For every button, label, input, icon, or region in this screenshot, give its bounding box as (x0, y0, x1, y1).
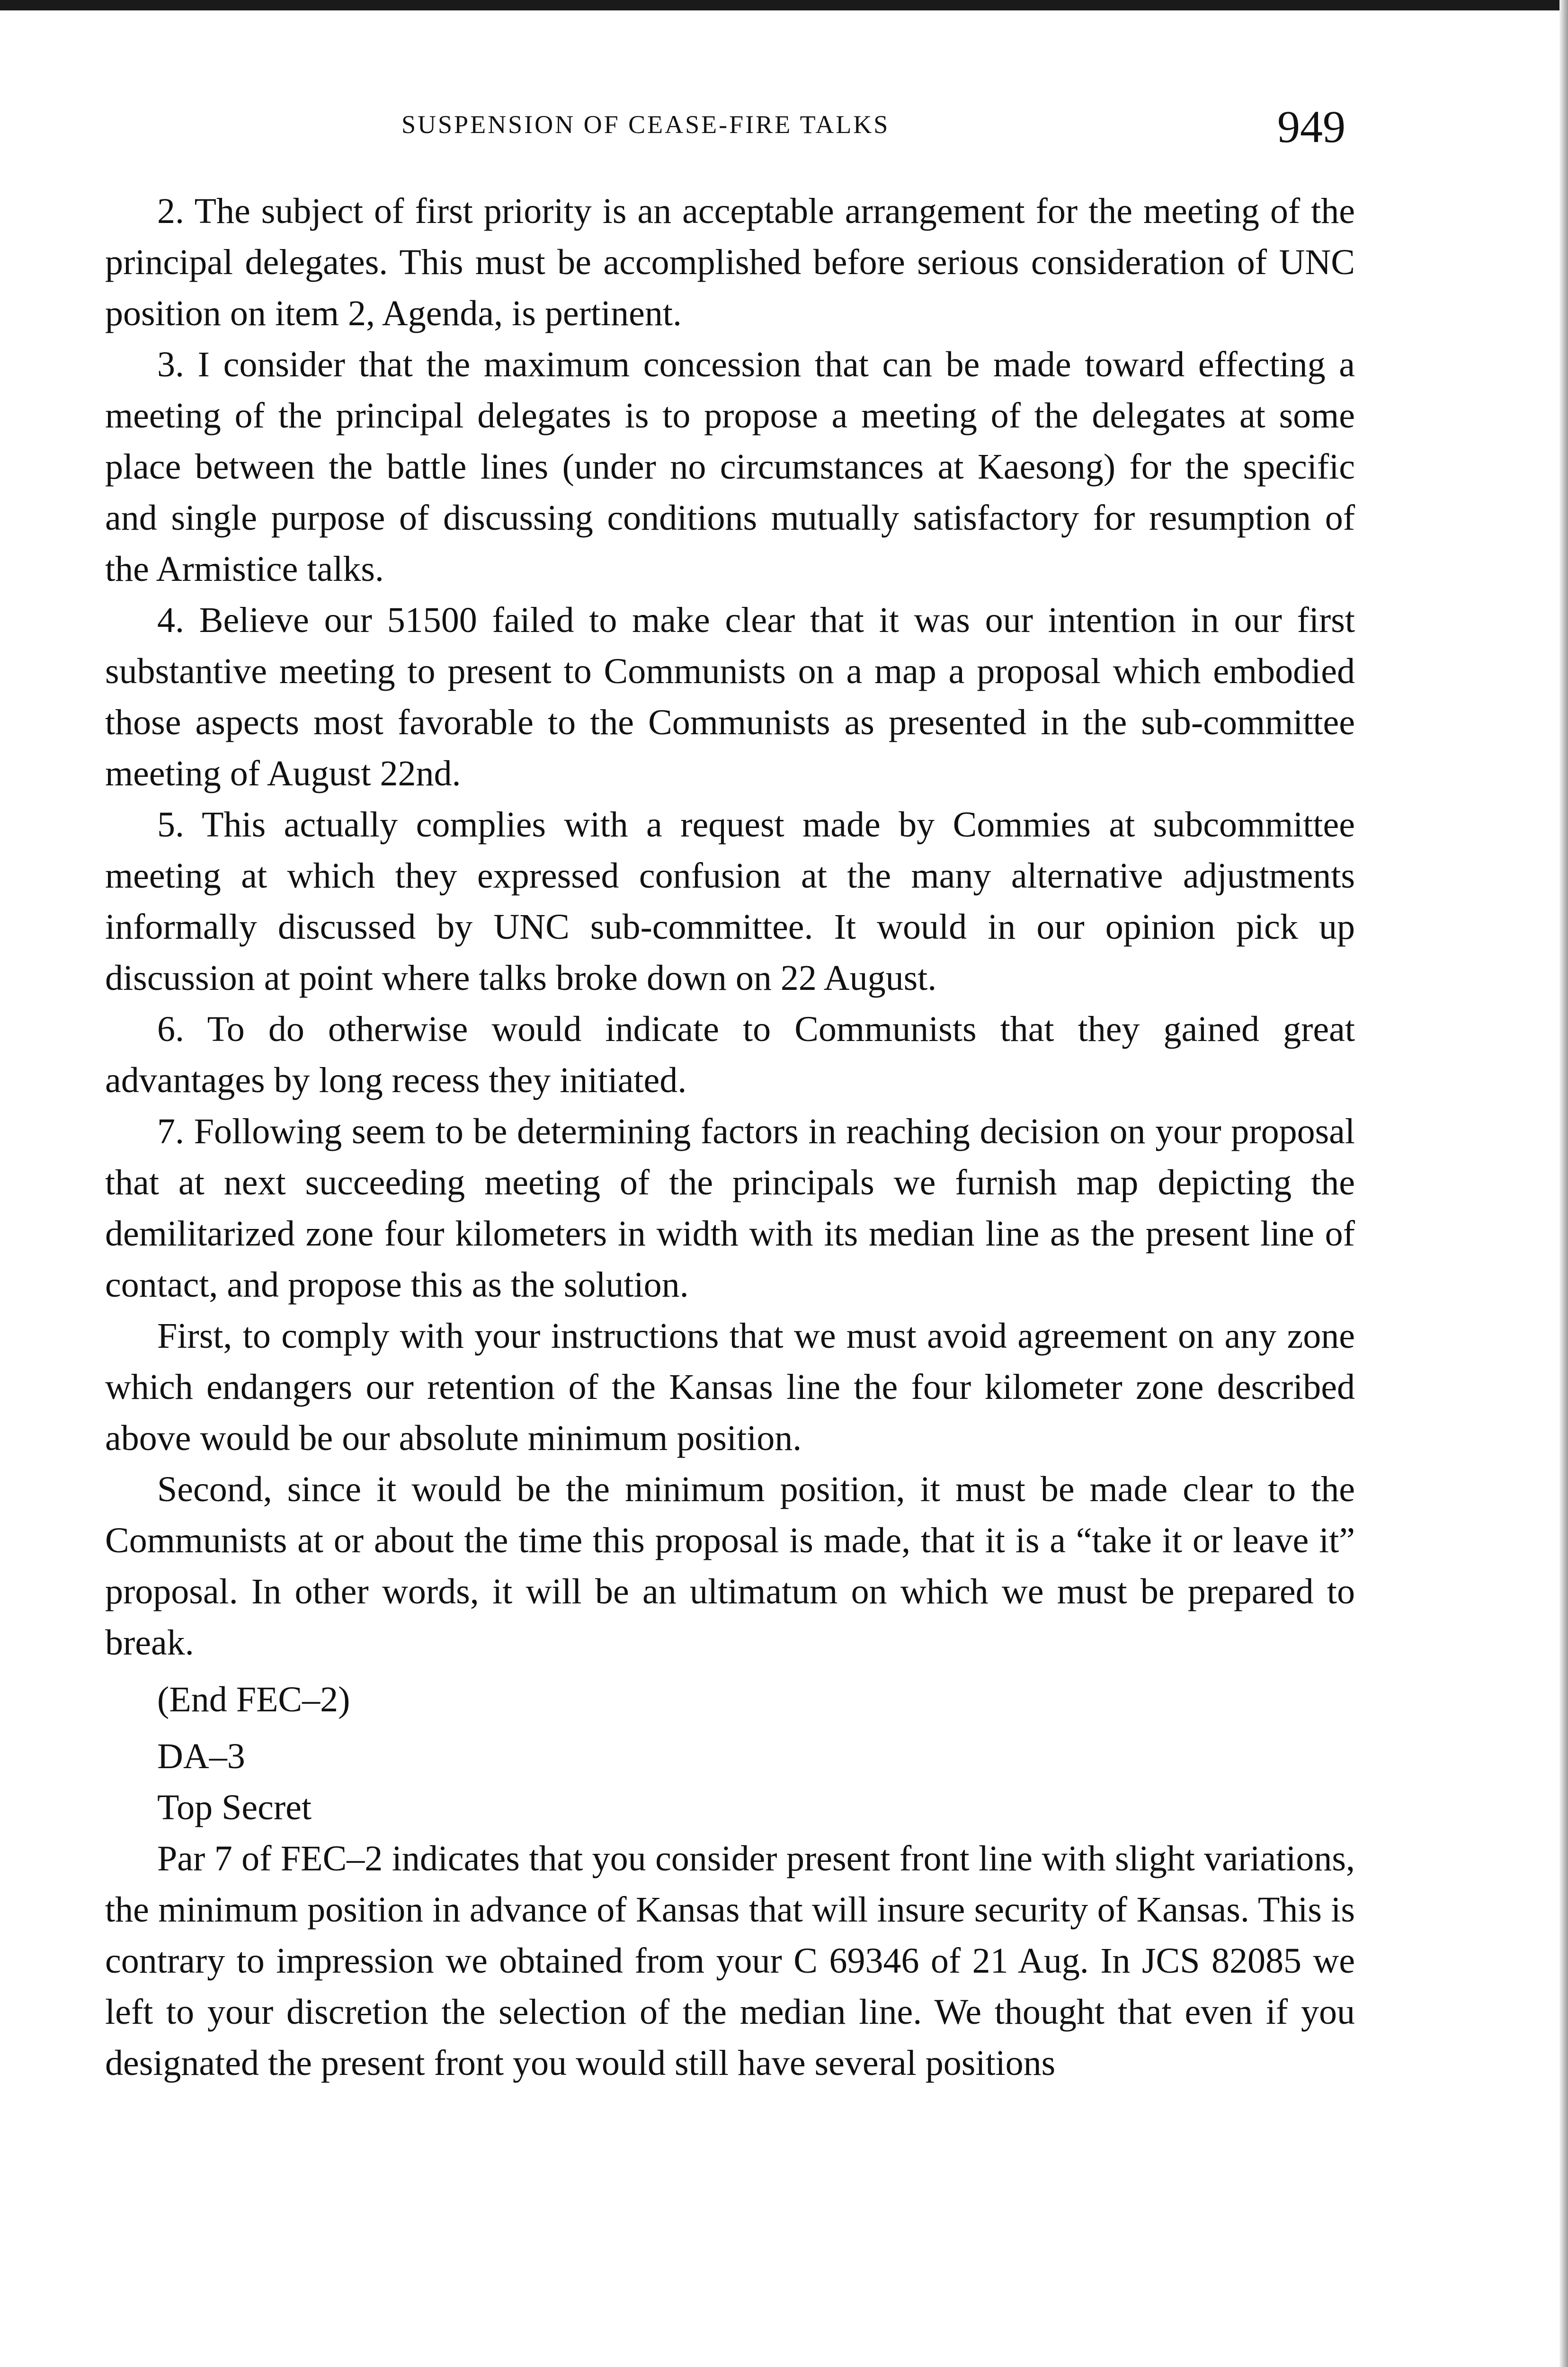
page-number: 949 (1277, 101, 1345, 152)
paragraph-4: 4. Believe our 51500 failed to make clear that it was our intention in our first substantive meeting to present to Communists on a map a proposal which embodied those aspects most favorable to the Communists as presented in the sub-committee meeting of August 22nd. (105, 600, 1355, 793)
paragraph-7: 7. Following seem to be determining factors in reaching decision on your proposal that at next succeeding meeting of the principals we furnish map depicting the demilitarized zone four kilometers in width with its median line as the present line of contact, and propose this as the solution. (105, 1112, 1355, 1305)
page-binding-edge (1559, 0, 1568, 2367)
classification: Top Secret (157, 1788, 312, 1827)
paragraph-5: 5. This actually complies with a request made by Commies at subcommittee meeting at which they expressed confusion at the many alternative adjustments informally discussed by UNC sub-committee. It would in our opinion pick up discussion at point where talks broke down on 22 August. (105, 805, 1355, 998)
body-text (105, 186, 1355, 2089)
page-top-edge (0, 0, 1568, 10)
paragraph-3: 3. I consider that the maximum concession that can be made toward effecting a meeting of the principal delegates is to propose a meeting of the delegates at some place between the battle lines (under no circumstances at Kaesong) for the specific and single purpose of discussing conditions mutually satisfactory for resumption of the Armistice talks. (105, 345, 1355, 589)
paragraph-first: First, to comply with your instructions that we must avoid agreement on any zone which endangers our retention of the Kansas line the four kilometer zone described above would be our absolute minimum position. (105, 1316, 1355, 1458)
paragraph-2: 2. The subject of first priority is an acceptable arrangement for the meeting of the principal delegates. This must be accomplished before serious consideration of UNC position on item 2, Agenda, is pertinent. (105, 191, 1355, 333)
paragraph-second: Second, since it would be the minimum position, it must be made clear to the Communists at or about the time this proposal is made, that it is a “take it or leave it” proposal. In other words, it will be an ultimatum on which we must be prepared to break. (105, 1469, 1355, 1663)
message-id: DA–3 (157, 1736, 245, 1776)
end-marker: (End FEC–2) (157, 1680, 350, 1719)
running-head: SUSPENSION OF CEASE-FIRE TALKS (401, 110, 890, 139)
final-paragraph: Par 7 of FEC–2 indicates that you consider present front line with slight variations, the minimum position in advance of Kansas that will insure security of Kansas. This is contrary to impression we obtained from your C 69346 of 21 Aug. In JCS 82085 we left to your discretion the selection of the median line. We thought that even if you designated the present front you would still have several positions (105, 1839, 1355, 2083)
paragraph-6: 6. To do otherwise would indicate to Communists that they gained great advantages by long recess they initiated. (105, 1009, 1355, 1100)
